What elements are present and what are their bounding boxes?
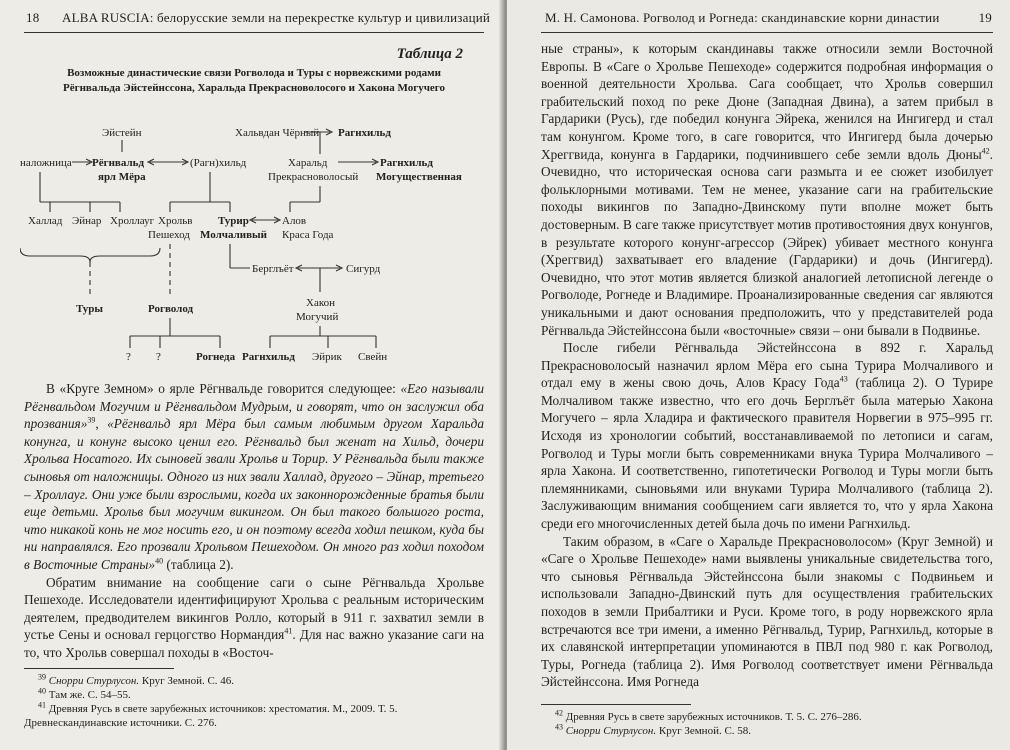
tree-nalozhnitsa: наложница bbox=[20, 157, 72, 169]
footnote-ref: 43 bbox=[839, 374, 848, 384]
tree-harald-title: Прекрасноволосый bbox=[268, 171, 359, 183]
tree-hrolf-title: Пешеход bbox=[148, 229, 190, 241]
tree-eystein: Эйстейн bbox=[102, 127, 142, 139]
tree-alov-title: Краса Года bbox=[282, 229, 334, 241]
tree-rogneda: Рогнеда bbox=[196, 351, 236, 363]
tree-sigurd: Сигурд bbox=[346, 263, 381, 275]
paragraph bbox=[541, 40, 993, 339]
footnote-42 bbox=[541, 710, 993, 724]
left-page bbox=[0, 0, 503, 750]
text: (таблица 2). bbox=[163, 556, 234, 572]
footnote-ref: 40 bbox=[155, 556, 164, 566]
tree-ragn-hild: (Рагн)хильд bbox=[190, 157, 247, 169]
tree-ragnhild-2: Рагнхильд bbox=[380, 157, 433, 169]
footnote-rule-right bbox=[541, 704, 691, 705]
tree-harald: Харальд bbox=[288, 157, 328, 169]
running-header-right: М. Н. Самонова. Рогволод и Рогнеда: скандинавские корни династии bbox=[545, 10, 940, 25]
tree-hallad: Халлад bbox=[28, 215, 63, 227]
page-number-right: 19 bbox=[978, 10, 992, 25]
footnote-text: Древняя Русь в свете зарубежных источников: хрестоматия. М., 2009. Т. 5. Древнескандинавские источники. С. 276. bbox=[24, 703, 398, 729]
tree-q1: ? bbox=[126, 351, 131, 363]
quote: «Его называли Рёгнвальдом Могучим и Рёгнвальдом Мудрым, и говорят, что он заслужил оба прозвания» bbox=[24, 381, 484, 432]
tree-berglyot: Берглъёт bbox=[252, 263, 294, 275]
footnote-40 bbox=[24, 688, 484, 702]
tree-svein: Свейн bbox=[358, 351, 388, 363]
header-rule-left bbox=[24, 32, 484, 33]
tree-ragnhild-top: Рагнхильд bbox=[338, 127, 391, 139]
footnote-text: Древняя Русь в свете зарубежных источников. Т. 5. С. 276–286. bbox=[563, 711, 862, 723]
page-number-left: 18 bbox=[26, 10, 40, 25]
paragraph bbox=[24, 380, 484, 574]
footnotes-right bbox=[541, 710, 993, 738]
tree-hakon: Хакон bbox=[306, 297, 335, 309]
tree-hrolf: Хрольв bbox=[158, 215, 193, 227]
footnote-rule-left bbox=[24, 668, 174, 669]
footnote-text: Круг Земной. С. 58. bbox=[656, 725, 752, 737]
tree-ragnhild-2-title: Могущественная bbox=[376, 171, 462, 183]
tree-tury: Туры bbox=[76, 303, 103, 315]
footnote-number: 41 bbox=[38, 700, 46, 710]
header-rule-right bbox=[541, 32, 993, 33]
tree-eirik: Эйрик bbox=[312, 351, 342, 363]
tree-hakon-title: Могучий bbox=[296, 311, 339, 323]
quote: «Рёгнвальд ярл Мёра был самым любимым другом Харальда конунга, и конунг высоко ценил его. Рёгнвальд был женат на Хильд, дочери Хрольва Носатого. Их сыновей звали Хрольв и Торир. У Рёгнвальда были также сыновья от наложницы. Одного из них звали Халлад, другого – Эйнар, третьего – Хроллауг. Они уже были взрослыми, когда их законнорожденные братья были еще детьми. Хрольв был могучим викингом. Он был такого большого роста, что никакой конь не мог носить его, и он поэтому всегда ходил пешком, куда бы ни направлялся. Его прозвали Хрольвом Пешеходом. Он много раз ходил походом в Восточные Страны» bbox=[24, 416, 484, 572]
paragraph bbox=[24, 574, 484, 662]
footnote-number: 39 bbox=[38, 672, 46, 682]
brace-sons bbox=[20, 248, 160, 262]
footnote-number: 40 bbox=[38, 686, 46, 696]
table-label: Таблица 2 bbox=[396, 46, 463, 62]
text: В «Круге Земном» о ярле Рёгнвальде говорится следующее: bbox=[46, 381, 401, 396]
footnote-43 bbox=[541, 724, 993, 738]
tree-alov: Алов bbox=[282, 215, 307, 227]
footnotes-left bbox=[24, 674, 484, 730]
table-caption-line-1: Возможные династические связи Рогволода и Туры с норвежскими родами bbox=[67, 67, 441, 79]
tree-q2: ? bbox=[156, 351, 161, 363]
footnote-text: Круг Земной. С. 46. bbox=[139, 675, 235, 687]
text: . Очевидно, что историческая основа саги размыта и ее сюжет изобилует фольклорными мотивами. Тем не менее, указание саги на грабительские походы викингов по Западно-Двинскому пути вполне может быть достоверным. В саге также присутствует мотив противостояния двух конунгов, в результате которого конунг-агрессор (Эйрек) убивает местного конунга (Хреггвид) захватывает его владение (Гардарики) и дочь (Ингигерд). Очевидно, что этот мотив является близкой аналогией летописной легенде о Рогволоде, Рогнеде и Владимире. Проанализированные сведения саг являются уникальными и дают основания предположить, что у представителей рода Рёгнвальда Эйстейнссона были «восточные» связи – они бывали в Подвинье. bbox=[541, 146, 993, 338]
paragraph bbox=[541, 339, 993, 533]
tree-ragnhild-3: Рагнхильд bbox=[242, 351, 295, 363]
footnote-number: 43 bbox=[555, 722, 563, 732]
right-page bbox=[507, 0, 1010, 750]
text: (таблица 2). О Турире Молчаливом также известно, что его дочь Берглъёт была матерью Хакона Могучего – ярла Хладира и фактического правителя Норвегии в 975–995 гг. Исходя из хронологии событий, восстанавливаемой по летописи и сагам, Рогволод и Туры могли быть современниками внука Турира Молчаливого – ярла Хакона. И соответственно, гипотетически Рогволод и Туры могли быть племянниками, сыновьями или внуками Турира Молчаливого (таблица 2). Заслуживающим внимания сообщением саги является то, что у ярла Хакона среди его многочисленных детей была дочь по имени Рагнхильд. bbox=[541, 375, 993, 532]
footnote-author: Снорри Стурлусон. bbox=[565, 725, 657, 737]
text: ные страны», к которым скандинавы также относили земли Восточной Европы. В «Саге о Хрольве Пешеходе» содержится подробная информация о военной деятельности Хрольва. Сага сообщает, что Хрольв совершил грабительский поход по реке Дюне (Западная Двина), а затем прибыл в Гардарики (Русь), где победил конунга Эйрека, женился на Ингигерд и стал там конунгом. Кроме того, в саге говорится, что Ингигерд была дочерью Хреггвида, конунга в Гардарики, подчинившего себе земли вдоль Дюны bbox=[541, 41, 993, 162]
text: , bbox=[95, 416, 108, 432]
table-caption bbox=[24, 66, 484, 96]
footnote-author: Снорри Стурлусон. bbox=[48, 675, 140, 687]
tree-rognvald-title: ярл Мёра bbox=[98, 171, 146, 183]
tree-rognvald: Рёгнвальд bbox=[92, 157, 145, 169]
text: Обратим внимание на сообщение саги о сыне Рёгнвальда Хрольве Пешеходе. Исследователи идентифицируют Хрольва с реальным историческим деятелем, предводителем викингов Ролло, который в 911 г. захватил земли в устье Сены и основал герцогство Нормандия bbox=[24, 574, 484, 643]
running-header-left: ALBA RUSCIA: белорусские земли на перекрестке культур и цивилизаций bbox=[62, 10, 491, 25]
tree-einar: Эйнар bbox=[72, 215, 102, 227]
paragraph: Таким образом, в «Саге о Харальде Прекрасноволосом» (Круг Земной) и «Саге о Хрольве Пешеходе» нами выявлены уникальные свидетельства того, что сыновья Рёгнвальда Эйстейнссона были знакомы с Подвиньем и использовали Западно-Двинский путь для осуществления грабительских походов в земли Прибалтики и Руси. Кроме того, в роду норвежского ярла встречаются все три имени, а именно Рёгнвальд, Турир, Рагнхильд, которые в их славянской интерпретации упоминаются в ПВЛ под 980 г. как Рогволод, Туры, Рогнеда (таблица 2). Имя Рогволод соответствует имени Рёгнвальда Эйстейнссона. Имя Рогнеда bbox=[541, 533, 993, 690]
tree-turir-title: Молчаливый bbox=[200, 229, 267, 241]
footnote-ref: 39 bbox=[87, 415, 96, 425]
footnote-39 bbox=[24, 674, 484, 688]
text: После гибели Рёгнвальда Эйстейнссона в 892 г. Харальд Прекрасноволосый назначил ярлом Мёра его сына Турира Молчаливого и отдал ему в жены свою дочь, Алов Красу Года bbox=[541, 340, 993, 391]
genealogy-tree bbox=[20, 120, 490, 380]
footnote-ref: 41 bbox=[284, 626, 293, 636]
footnote-41 bbox=[24, 702, 484, 730]
text: . Для нас важно указание саги на то, что Хрольв совершал походы в «Восточ- bbox=[24, 627, 484, 660]
tree-hrollaug: Хроллауг bbox=[110, 215, 155, 227]
footnote-text: Там же. С. 54–55. bbox=[46, 689, 131, 701]
left-body-text bbox=[24, 380, 484, 662]
table-caption-line-2: Рёгнвальда Эйстейнссона, Харальда Прекрасноволосого и Хакона Могучего bbox=[62, 82, 446, 94]
footnote-number: 42 bbox=[555, 708, 563, 718]
tree-turir: Турир bbox=[218, 215, 249, 227]
tree-halfdan: Хальвдан Чёрный bbox=[235, 127, 320, 139]
right-body-text bbox=[541, 40, 993, 691]
footnote-ref: 42 bbox=[981, 146, 990, 156]
tree-rogvolod: Рогволод bbox=[148, 303, 194, 315]
